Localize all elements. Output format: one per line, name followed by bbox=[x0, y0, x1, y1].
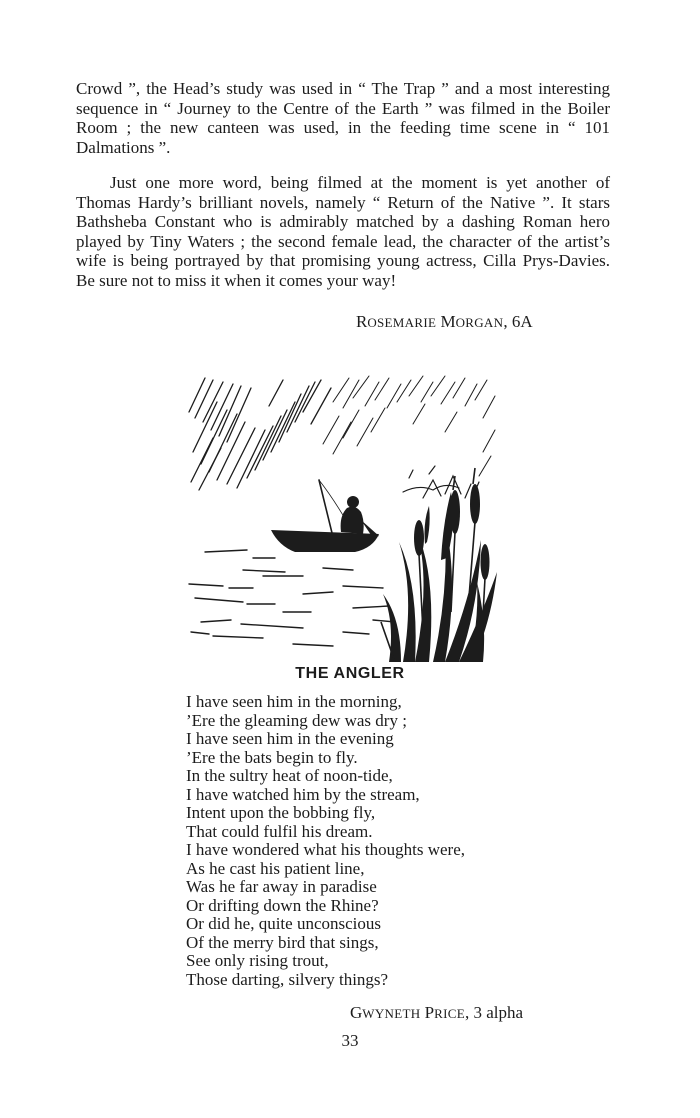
poem-author-signature bbox=[350, 1003, 523, 1024]
angler-in-boat-illustration bbox=[183, 372, 503, 662]
poem-line: See only rising trout, bbox=[186, 951, 329, 970]
author-form: , 3 alpha bbox=[464, 1003, 524, 1022]
author-last-initial: M bbox=[440, 312, 456, 331]
article-author-signature bbox=[356, 312, 533, 333]
page-number: 33 bbox=[341, 1031, 359, 1050]
poem-line: Was he far away in paradise bbox=[186, 877, 377, 896]
poem-line: ’Ere the bats begin to fly. bbox=[186, 747, 358, 767]
author-first-initial: G bbox=[350, 1003, 363, 1022]
poem-line: Or drifting down the Rhine? bbox=[186, 895, 379, 915]
poem-line: Of the merry bird that sings, bbox=[186, 932, 379, 952]
poem-line: As he cast his patient line, bbox=[186, 858, 365, 878]
poem-line: That could fulfil his dream. bbox=[186, 821, 373, 841]
author-last-rest: ORGAN bbox=[455, 315, 504, 330]
author-first-rest: OSEMARIE bbox=[367, 315, 437, 330]
poem-line: Intent upon the bobbing fly, bbox=[186, 803, 376, 822]
article-paragraph-2: Just one more word, being filmed at the moment is yet another of Thomas Hardy’s brilliant novels, namely “ Return of the Native ”. It stars Bathsheba Constant who is admirably matched by a dashing Roman hero played by Tiny Waters ; the second female lead, the character of the artist’s wife is being portrayed by that promising young actress, Cilla Prys-Davies. Be sure not to miss it when it comes your way! bbox=[76, 173, 610, 290]
poem-line: I have seen him in the morning, bbox=[186, 692, 402, 711]
author-form: , 6A bbox=[503, 312, 533, 331]
poem-lines bbox=[186, 693, 586, 989]
author-last-rest: RICE bbox=[434, 1006, 465, 1021]
poem-line: In the sultry heat of noon-tide, bbox=[186, 766, 393, 785]
article-paragraph-1: Crowd ”, the Head’s study was used in “ The Trap ” and a most interesting sequence in “ Journey to the Centre of the Earth ” was filmed in the Boiler Room ; the new canteen was used, in the feeding time scene in “ 101 Dalmations ”. bbox=[76, 79, 610, 157]
poem-line: ’Ere the gleaming dew was dry ; bbox=[186, 710, 407, 730]
poem-line: Those darting, silvery things? bbox=[186, 969, 389, 989]
author-first-rest: WYNETH bbox=[362, 1006, 421, 1021]
poem-line: I have watched him by the stream, bbox=[186, 784, 420, 804]
poem-line: I have seen him in the evening bbox=[186, 729, 394, 748]
poem-line: I have wondered what his thoughts were, bbox=[186, 840, 466, 859]
poem-title: THE ANGLER bbox=[295, 665, 405, 682]
author-first-initial: R bbox=[356, 312, 368, 331]
author-last-initial: P bbox=[424, 1003, 435, 1022]
poem-line: Or did he, quite unconscious bbox=[186, 914, 381, 933]
